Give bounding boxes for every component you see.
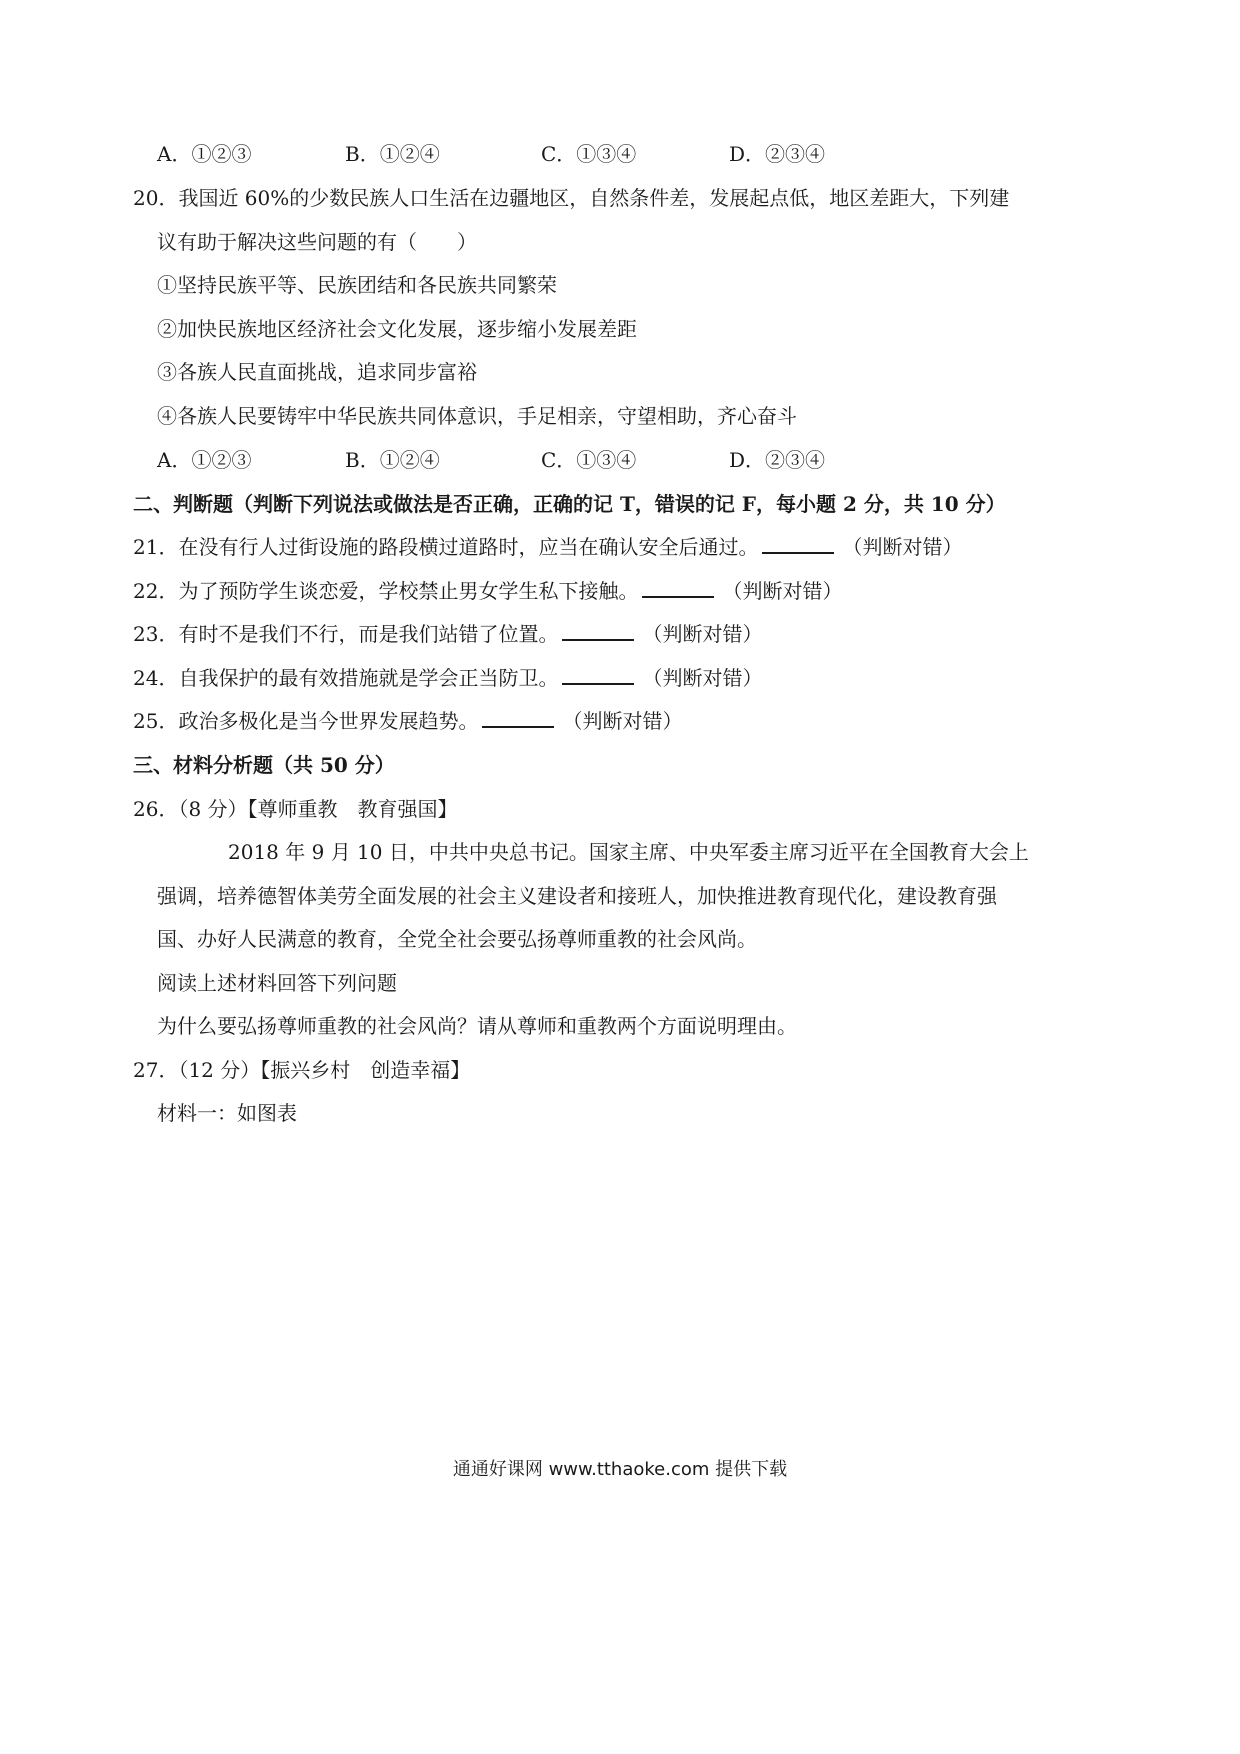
answer-blank-25[interactable] xyxy=(482,708,554,728)
q20-item-4: ④各族人民要铸牢中华民族共同体意识，手足相亲，守望相助，齐心奋斗 xyxy=(157,404,797,428)
judge-hint-22: （判断对错） xyxy=(722,579,843,603)
judge-question-25-text: 25．政治多极化是当今世界发展趋势。 xyxy=(133,709,479,733)
judge-question-25 xyxy=(133,707,682,735)
section3-heading: 三、材料分析题（共 50 分） xyxy=(133,753,395,777)
answer-blank-22[interactable] xyxy=(642,578,714,598)
judge-question-22-text: 22．为了预防学生谈恋爱，学校禁止男女学生私下接触。 xyxy=(133,579,639,603)
judge-hint-21: （判断对错） xyxy=(842,535,963,559)
judge-question-21-text: 21．在没有行人过街设施的路段横过道路时，应当在确认安全后通过。 xyxy=(133,535,759,559)
q26-title: 26．（8 分）【尊师重教 教育强国】 xyxy=(133,797,458,821)
q19-option-b: B．①②④ xyxy=(345,142,440,166)
q20-item-1: ①坚持民族平等、民族团结和各民族共同繁荣 xyxy=(157,273,557,297)
q26-paragraph-line3: 国、办好人民满意的教育，全党全社会要弘扬尊师重教的社会风尚。 xyxy=(157,927,757,951)
q27-title: 27．（12 分）【振兴乡村 创造幸福】 xyxy=(133,1058,471,1082)
q20-option-b: B．①②④ xyxy=(345,448,440,472)
judge-question-21 xyxy=(133,533,962,561)
judge-question-22 xyxy=(133,577,842,605)
q27-material: 材料一：如图表 xyxy=(157,1101,297,1125)
judge-hint-23: （判断对错） xyxy=(642,622,763,646)
judge-hint-24: （判断对错） xyxy=(642,666,763,690)
q20-item-3: ③各族人民直面挑战，追求同步富裕 xyxy=(157,360,477,384)
q20-option-c: C．①③④ xyxy=(541,448,637,472)
q26-instruction: 阅读上述材料回答下列问题 xyxy=(157,971,397,995)
q20-item-2: ②加快民族地区经济社会文化发展，逐步缩小发展差距 xyxy=(157,317,637,341)
answer-blank-21[interactable] xyxy=(762,534,834,554)
section2-heading: 二、判断题（判断下列说法或做法是否正确，正确的记 T，错误的记 F，每小题 2 分，共 10 分） xyxy=(133,492,1006,516)
q20-stem-line1: 20．我国近 60%的少数民族人口生活在边疆地区，自然条件差，发展起点低，地区差距大，下列建 xyxy=(133,186,1010,210)
judge-question-24-text: 24．自我保护的最有效措施就是学会正当防卫。 xyxy=(133,666,559,690)
q26-paragraph-line2: 强调，培养德智体美劳全面发展的社会主义建设者和接班人，加快推进教育现代化，建设教育强 xyxy=(157,884,997,908)
judge-question-23 xyxy=(133,620,762,648)
footer-credit: 通通好课网 www.tthaoke.com 提供下载 xyxy=(452,1459,788,1480)
q20-option-a: A．①②③ xyxy=(157,448,252,472)
answer-blank-24[interactable] xyxy=(562,665,634,685)
q19-option-c: C．①③④ xyxy=(541,142,637,166)
q19-option-d: D．②③④ xyxy=(729,142,826,166)
q26-question: 为什么要弘扬尊师重教的社会风尚？请从尊师和重教两个方面说明理由。 xyxy=(157,1014,797,1038)
answer-blank-23[interactable] xyxy=(562,621,634,641)
judge-hint-25: （判断对错） xyxy=(562,709,683,733)
q20-stem-line2: 议有助于解决这些问题的有（ ） xyxy=(157,230,477,254)
judge-question-24 xyxy=(133,664,762,692)
judge-question-23-text: 23．有时不是我们不行，而是我们站错了位置。 xyxy=(133,622,559,646)
q26-paragraph-line1: 2018 年 9 月 10 日，中共中央总书记。国家主席、中央军委主席习近平在全国教育大会上 xyxy=(228,840,1029,864)
q20-option-d: D．②③④ xyxy=(729,448,826,472)
q19-option-a: A．①②③ xyxy=(157,142,252,166)
